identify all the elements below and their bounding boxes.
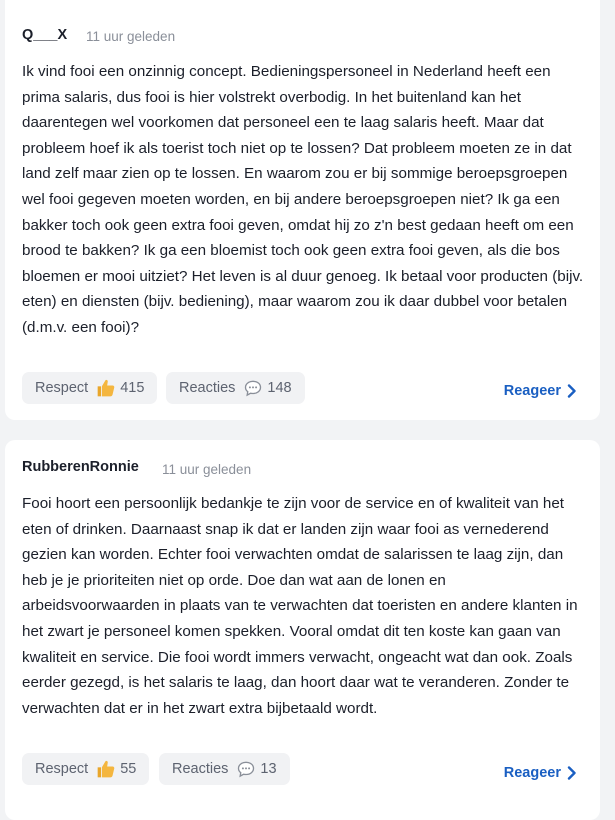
reply-label: Reageer <box>503 765 561 781</box>
comment-card <box>5 440 600 820</box>
reply-label: Reageer <box>503 383 561 399</box>
comment-text: Fooi hoort een persoonlijk bedankje te zijn voor de service en of kwaliteit van het eten of drinken. Daarnaast snap ik dat er landen zijn waar fooi as vernederend gezien kan worden. Echter fooi verwachten omdat de salarissen te laag zijn, dan heb je je prioriteiten niet op orde. Doe dan wat aan de lonen en arbeidsvoorwaarden in plaats van te verwachten dat toeristen en andere klanten in het zwart je personeel komen spekken. Vooral omdat dit ten koste kan gaan van kwaliteit en service. Die fooi wordt immers verwacht, ongeacht wat dan ook. Zoals eerder gezegd, is het salaris te laag, dan hoort daar wat te veranderen. Zonder te verwachten dat er in het zwart extra bijbetaald wordt. <box>22 495 578 717</box>
chevron-right-icon <box>567 384 577 398</box>
reply-button[interactable] <box>504 765 577 781</box>
comment-text: Ik vind fooi een onzinnig concept. Bedieningspersoneel in Nederland heeft een prima salaris, dus fooi is hier volstrekt overbodig. In het buitenland kan het daarentegen wel voorkomen dat personeel een te laag salaris heeft. Maar dat probleem hoef ik als toerist toch niet op te lossen? Dat probleem moeten ze in dat land zelf maar zien op te lossen. En waarom zou er bij sommige beroepsgroepen wel fooi gegeven moeten worden, en bij andere beroepsgroepen niet? Ik ga een bakker toch ook geen extra fooi geven, omdat hij zo z'n best gedaan heeft om een brood te bakken? Ik ga een bloemist toch ook geen extra fooi geven, als die bos bloemen er mooi uitziet? Het leven is al duur genoeg. Ik betaal voor producten (bijv. eten) en diensten (bijv. bediening), maar waarom zou ik daar dubbel voor betalen (d.m.v. een fooi)? <box>22 63 584 336</box>
respect-label: Respect <box>35 761 89 777</box>
respect-label: Respect <box>35 380 89 396</box>
thumbs-up-icon <box>96 759 116 779</box>
reactions-button[interactable] <box>159 753 290 785</box>
reactions-count: 148 <box>267 380 292 396</box>
reactions-count: 13 <box>260 761 277 777</box>
reactions-button[interactable] <box>166 372 305 404</box>
respect-button[interactable] <box>22 753 149 785</box>
respect-button[interactable] <box>22 372 157 404</box>
speech-bubble-icon <box>243 378 263 398</box>
thumbs-up-icon <box>96 378 116 398</box>
comment-time: 11 uur geleden <box>162 462 252 477</box>
comment-author[interactable]: Q___X <box>22 27 68 43</box>
comment-card <box>5 0 600 420</box>
reactions-label: Reacties <box>179 380 236 396</box>
respect-count: 415 <box>120 380 145 396</box>
chevron-right-icon <box>567 766 577 780</box>
comment-time: 11 uur geleden <box>86 29 176 44</box>
reply-button[interactable] <box>504 383 577 399</box>
respect-count: 55 <box>120 761 137 777</box>
comment-author[interactable]: RubberenRonnie <box>22 459 139 475</box>
speech-bubble-icon <box>236 759 256 779</box>
reactions-label: Reacties <box>172 761 229 777</box>
